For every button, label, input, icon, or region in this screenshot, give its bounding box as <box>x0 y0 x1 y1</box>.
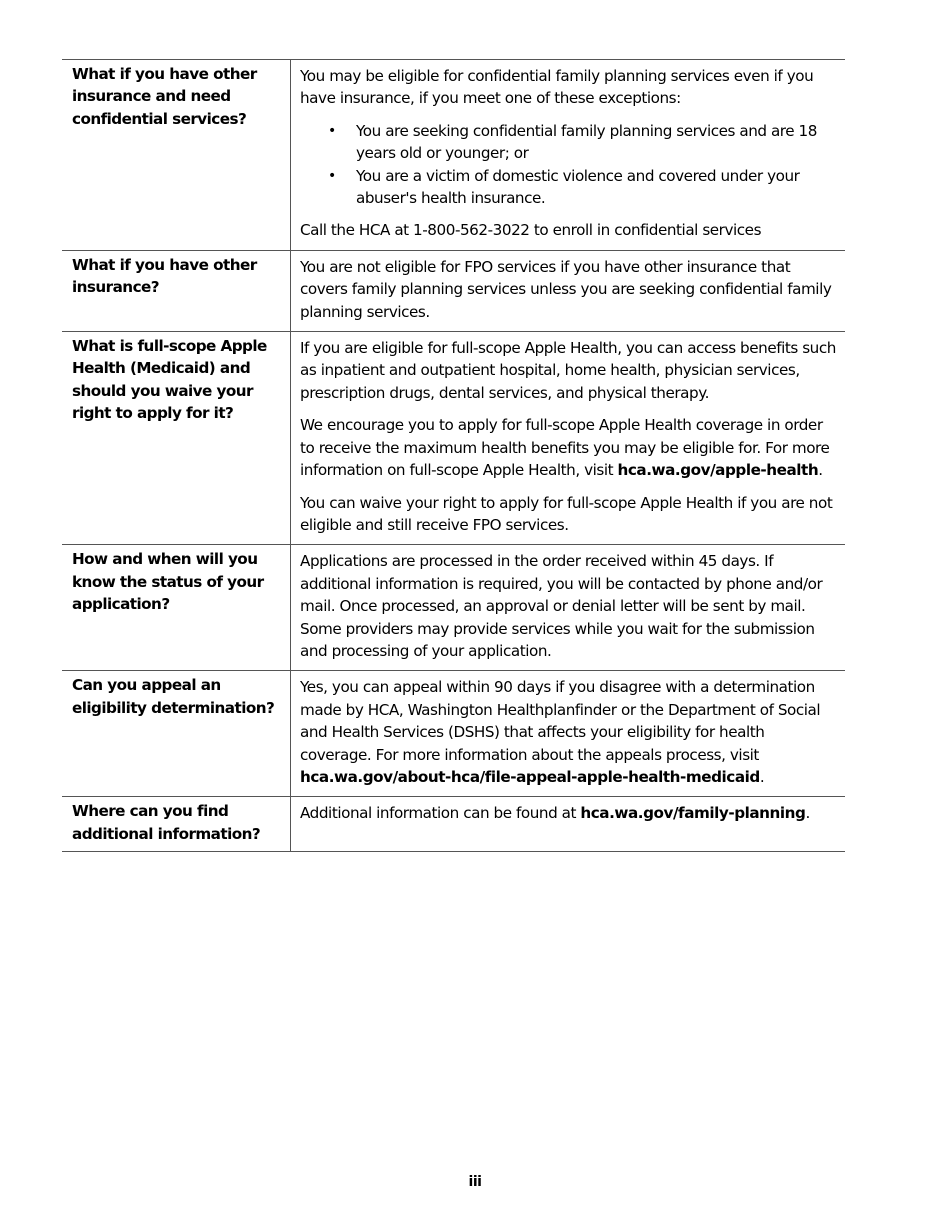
question-cell: What if you have other insurance and need confidential services? <box>62 60 291 251</box>
answer-cell <box>291 250 846 331</box>
answer-cell <box>291 545 846 671</box>
answer-paragraph <box>300 676 837 788</box>
page-number: iii <box>468 1174 482 1190</box>
answer-cell <box>291 671 846 797</box>
answer-cell <box>291 797 846 852</box>
appeal-link[interactable]: hca.wa.gov/about-hca/file-appeal-apple-health-medicaid <box>300 767 760 786</box>
faq-table <box>62 59 845 852</box>
answer-cell <box>291 60 846 251</box>
answer-paragraph: If you are eligible for full-scope Apple Health, you can access benefits such as inpatient and outpatient hospital, home health, physician services, prescription drugs, dental services, and physical therapy. <box>300 339 836 402</box>
answer-text: Additional information can be found at <box>300 804 581 823</box>
answer-text: . <box>818 461 823 480</box>
answer-text: . <box>759 767 765 786</box>
question-cell: Where can you find additional information? <box>62 797 291 852</box>
family-planning-link[interactable]: hca.wa.gov/family-planning <box>580 804 806 823</box>
answer-paragraph: You are not eligible for FPO services if you have other insurance that covers family planning services unless you are seeking confidential family planning services. <box>300 257 832 321</box>
question-cell: How and when will you know the status of your application? <box>62 545 291 671</box>
list-item: • You are seeking confidential family planning services and are 18 years old or younger; or <box>356 120 837 165</box>
table-row <box>62 332 845 545</box>
list-item: • You are a victim of domestic violence and covered under your abuser's health insurance. <box>356 165 837 210</box>
answer-paragraph: You can waive your right to apply for full-scope Apple Health if you are not eligible and still receive FPO services. <box>300 493 833 534</box>
answer-paragraph <box>300 802 837 824</box>
answer-paragraph: Applications are processed in the order received within 45 days. If additional information is required, you will be contacted by phone and/or mail. Once processed, an approval or denial letter will be sent by mail. Some providers may provide services while you wait for the submission and processing of your application. <box>300 552 823 660</box>
exception-list <box>300 120 837 210</box>
answer-paragraph: Call the HCA at 1-800-562-3022 to enroll in confidential services <box>300 221 762 240</box>
question-cell: What is full-scope Apple Health (Medicaid) and should you waive your right to apply for it? <box>62 332 291 545</box>
table-row <box>62 671 845 797</box>
table-row <box>62 250 845 331</box>
question-cell: What if you have other insurance? <box>62 250 291 331</box>
answer-paragraph <box>300 414 837 481</box>
table-row <box>62 60 845 251</box>
answer-cell <box>291 332 846 545</box>
table-row <box>62 797 845 852</box>
apple-health-link[interactable]: hca.wa.gov/apple-health <box>617 461 819 480</box>
answer-text: Yes, you can appeal within 90 days if you disagree with a determination made by HCA, Washington Healthplanfinder or the Department of Social and Health Services (DSHS) that affects your eligibility for health coverage. For more information about the appeals process, visit <box>300 678 821 764</box>
answer-text: We encourage you to apply for full-scope Apple Health coverage in order to receive the maximum health benefits you may be eligible for. For more information on full-scope Apple Health, visit <box>300 416 830 480</box>
answer-text: . <box>805 804 810 823</box>
table-row <box>62 545 845 671</box>
question-cell: Can you appeal an eligibility determination? <box>62 671 291 797</box>
answer-paragraph: You may be eligible for confidential family planning services even if you have insurance, if you meet one of these exceptions: <box>300 67 814 108</box>
